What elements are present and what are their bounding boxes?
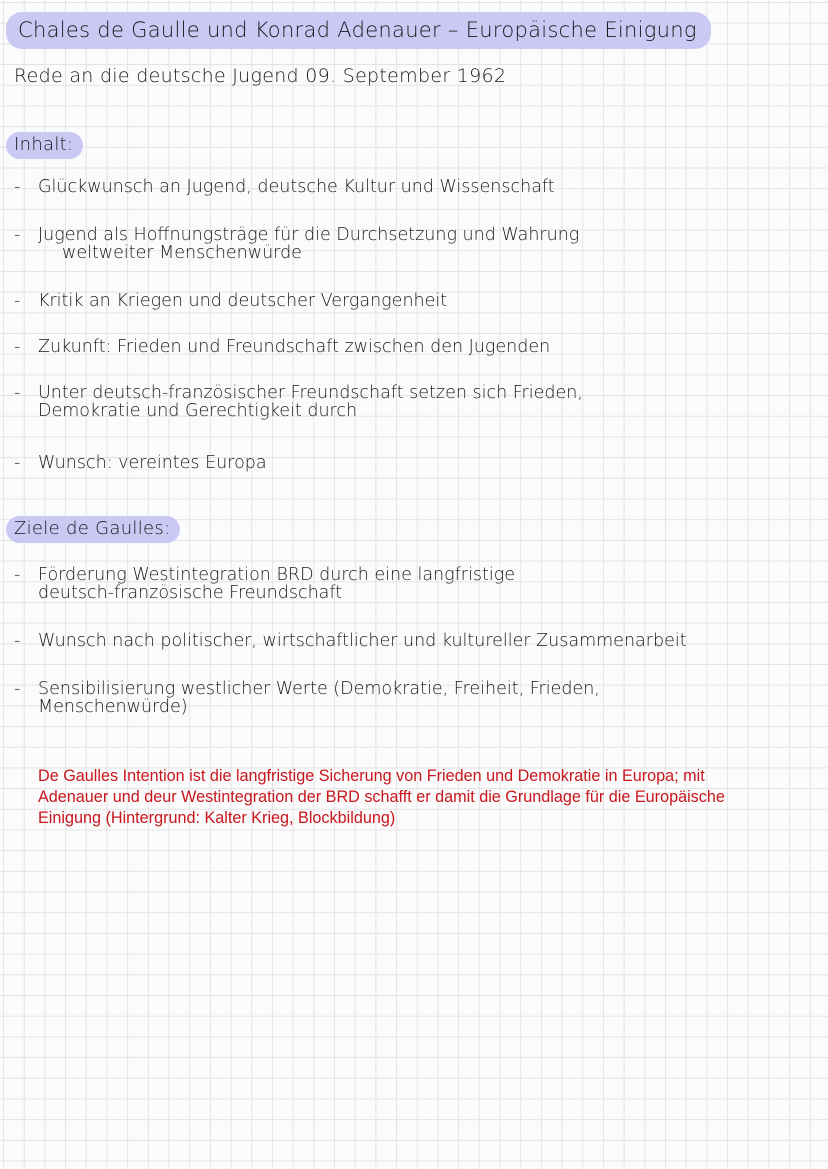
bullet-line: Kritik an Kriegen und deutscher Vergangenheit [38,291,448,311]
bullet-line: Zukunft: Frieden und Freundschaft zwischen den Jugenden [38,337,551,357]
bullet-dash: - [14,177,21,197]
bullet-dash: - [14,225,21,245]
bullet-line: Menschenwürde) [38,697,188,717]
inhalt-bullet-2 [14,224,814,264]
bullet-line: deutsch-französische Freundschaft [38,583,343,603]
ziele-bullet-3 [14,678,814,718]
inhalt-heading: Inhalt: [6,132,83,159]
inhalt-bullet-6 [14,452,814,474]
bullet-dash: - [14,565,21,585]
bullet-dash: - [14,453,21,473]
inhalt-bullet-4 [14,336,814,358]
bullet-dash: - [14,337,21,357]
bullet-line: Wunsch nach politischer, wirtschaftlicher und kultureller Zusammenarbeit [38,631,687,651]
bullet-dash: - [14,291,21,311]
inhalt-bullet-1 [14,176,814,198]
bullet-line: Glückwunsch an Jugend, deutsche Kultur und Wissenschaft [38,177,555,197]
ziele-bullet-2 [14,630,814,652]
speech-subtitle: Rede an die deutsche Jugend 09. September 1962 [14,65,507,87]
bullet-line: Demokratie und Gerechtigkeit durch [38,401,358,421]
summary-paragraph: De Gaulles Intention ist die langfristige Sicherung von Frieden und Demokratie in Europa; mit Adenauer und deur Westintegration der BRD schafft er damit die Grundlage für die Europäische Einigung (Hintergrund: Kalter Krieg, Blockbildung) [38,767,725,827]
ziele-bullet-1 [14,564,814,604]
inhalt-bullet-3 [14,290,814,312]
bullet-line: Sensibilisierung westlicher Werte (Demokratie, Freiheit, Frieden, [38,679,600,699]
inhalt-bullet-5 [14,382,814,422]
page-title: Chales de Gaulle und Konrad Adenauer – Europäische Einigung [6,12,711,49]
bullet-dash: - [14,679,21,699]
ziele-heading: Ziele de Gaulles: [6,516,180,543]
bullet-line: weltweiter Menschenwürde [62,243,302,263]
bullet-dash: - [14,631,21,651]
bullet-line: Wunsch: vereintes Europa [38,453,267,473]
bullet-line: Jugend als Hoffnungsträge für die Durchsetzung und Wahrung [38,225,580,245]
bullet-line: Förderung Westintegration BRD durch eine langfristige [38,565,515,585]
bullet-dash: - [14,383,21,403]
bullet-line: Unter deutsch-französischer Freundschaft setzen sich Frieden, [38,383,583,403]
